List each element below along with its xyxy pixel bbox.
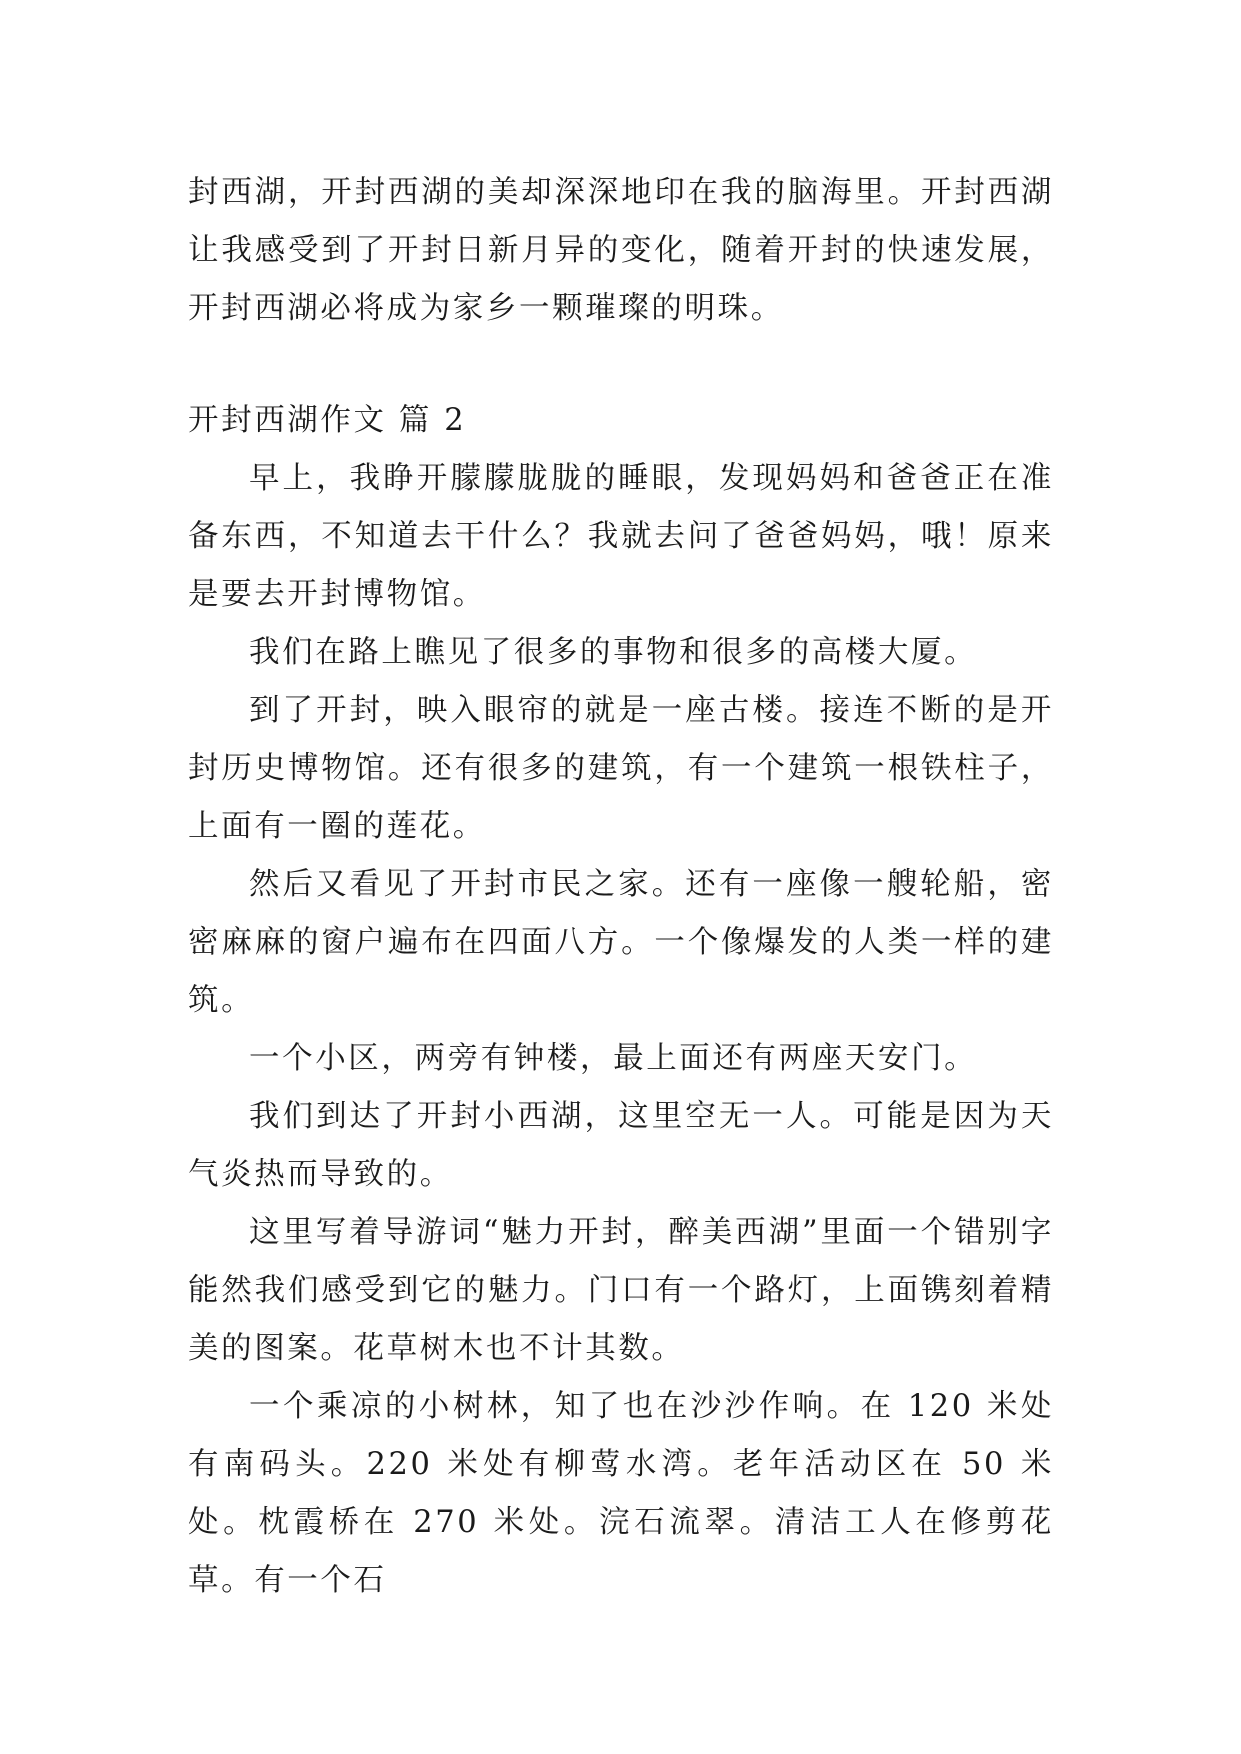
body-paragraph-8: 一个乘凉的小树林，知了也在沙沙作响。在 120 米处有南码头。220 米处有柳莺水湾。老年活动区在 50 米处。枕霞桥在 270 米处。浣石流翠。清洁工人在修剪花草。有一个石	[188, 1389, 1054, 1598]
body-paragraph-2: 我们在路上瞧见了很多的事物和很多的高楼大厦。	[249, 635, 978, 670]
body-paragraph-7: 这里写着导游词“魅力开封，醉美西湖”里面一个错别字能然我们感受到它的魅力。门口有一个路灯，上面镌刻着精美的图案。花草树木也不计其数。	[188, 1215, 1054, 1366]
body-paragraph-4: 然后又看见了开封市民之家。还有一座像一艘轮船，密密麻麻的窗户遍布在四面八方。一个像爆发的人类一样的建筑。	[188, 867, 1054, 1018]
body-paragraph-1: 早上，我睁开朦朦胧胧的睡眼，发现妈妈和爸爸正在准备东西，不知道去干什么？我就去问了爸爸妈妈，哦！原来是要去开封博物馆。	[188, 461, 1054, 612]
body-paragraph-6: 我们到达了开封小西湖，这里空无一人。可能是因为天气炎热而导致的。	[188, 1099, 1054, 1192]
intro-paragraph: 封西湖，开封西湖的美却深深地印在我的脑海里。开封西湖让我感受到了开封日新月异的变化，随着开封的快速发展，开封西湖必将成为家乡一颗璀璨的明珠。	[188, 175, 1054, 326]
section-heading: 开封西湖作文 篇 2	[188, 403, 467, 438]
body-paragraph-3: 到了开封，映入眼帘的就是一座古楼。接连不断的是开封历史博物馆。还有很多的建筑，有一个建筑一根铁柱子，上面有一圈的莲花。	[188, 693, 1054, 844]
body-paragraph-5: 一个小区，两旁有钟楼，最上面还有两座天安门。	[249, 1041, 978, 1076]
document-body	[188, 164, 1054, 1610]
